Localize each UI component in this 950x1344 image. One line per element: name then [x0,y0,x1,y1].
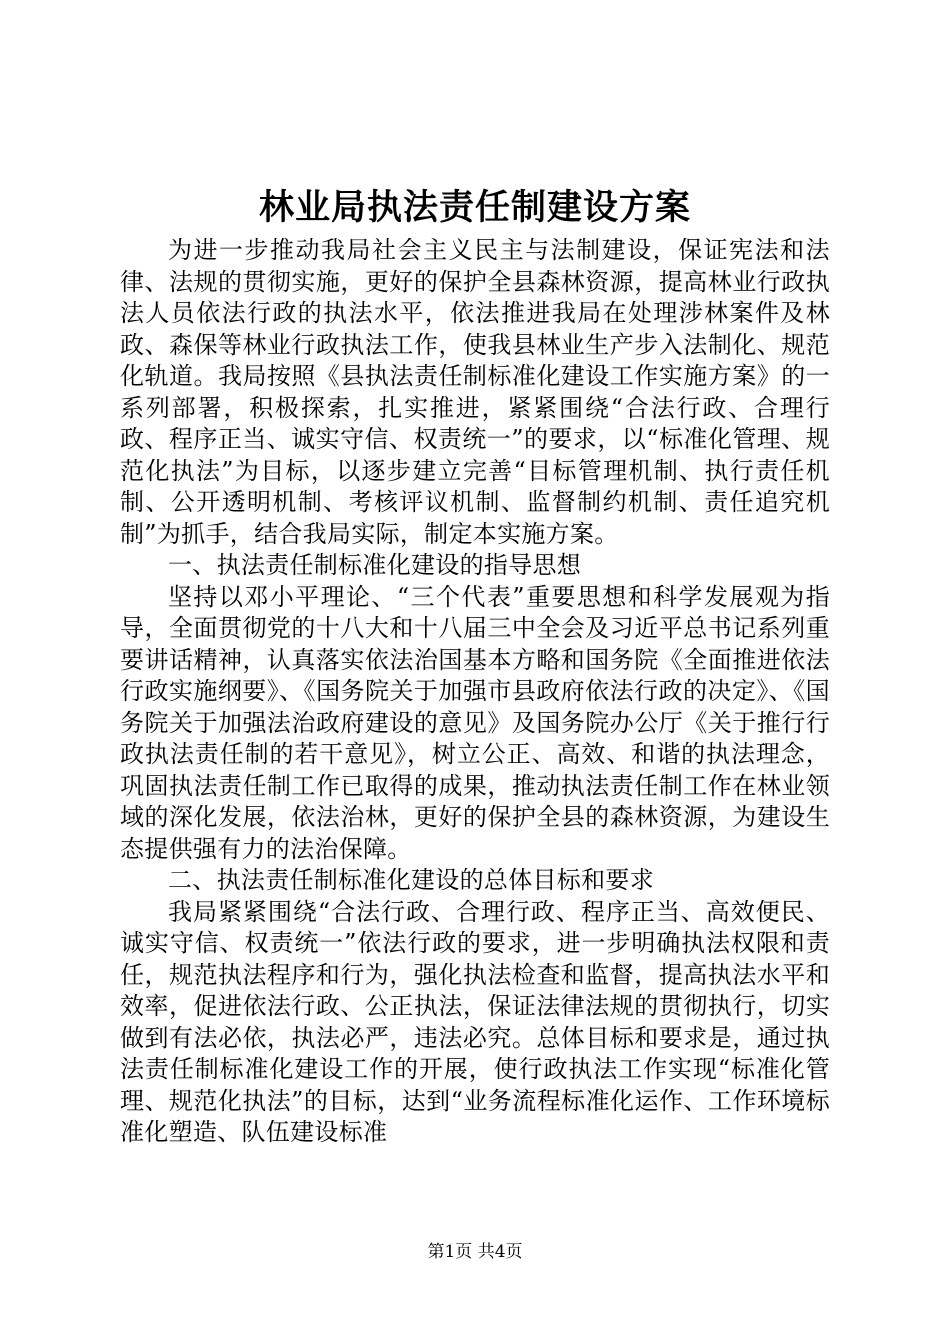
document-title: 林业局执法责任制建设方案 [258,187,691,228]
paragraph-goals: 我局紧紧围绕“合法行政、合理行政、程序正当、高效便民、诚实守信、权责统一”依法行政的要求，进一步明确执法权限和责任，规范执法程序和行为，强化执法检查和监督，提高执法水平和效率，促进依法行政、公正执法，保证法律法规的贯彻执行，切实做到有法必依，执法必严，违法必究。总体目标和要求是，通过执法责任制标准化建设工作的开展，使行政执法工作实现“标准化管理、规范化执法”的目标，达到“业务流程标准化运作、工作环境标准化塑造、队伍建设标准 [120,897,830,1146]
section-heading-goals: 二、执法责任制标准化建设的总体目标和要求 [168,866,654,894]
document-body [120,235,830,1149]
paragraph-guiding-ideology: 坚持以邓小平理论、“三个代表”重要思想和科学发展观为指导，全面贯彻党的十八大和十八届三中全会及习近平总书记系列重要讲话精神，认真落实依法治国基本方略和国务院《全面推进依法行政实施纲要》、《国务院关于加强市县政府依法行政的决定》、《国务院关于加强法治政府建设的意见》及国务院办公厅《关于推行行政执法责任制的若干意见》，树立公正、高效、和谐的执法理念，巩固执法责任制工作已取得的成果，推动执法责任制工作在林业领域的深化发展，依法治林，更好的保护全县的森林资源，为建设生态提供强有力的法治保障。 [120,582,830,863]
page-footer: 第1页 共4页 [427,1242,523,1262]
section-heading-guiding-ideology: 一、执法责任制标准化建设的指导思想 [168,551,582,579]
paragraph-intro: 为进一步推动我局社会主义民主与法制建设，保证宪法和法律、法规的贯彻实施，更好的保护全县森林资源，提高林业行政执法人员依法行政的执法水平，依法推进我局在处理涉林案件及林政、森保等林业行政执法工作，使我县林业生产步入法制化、规范化轨道。我局按照《县执法责任制标准化建设工作实施方案》的一系列部署，积极探索，扎实推进，紧紧围绕“合法行政、合理行政、程序正当、诚实守信、权责统一”的要求，以“标准化管理、规范化执法”为目标，以逐步建立完善“目标管理机制、执行责任机制、公开透明机制、考核评议机制、监督制约机制、责任追究机制”为抓手，结合我局实际，制定本实施方案。 [120,236,830,548]
